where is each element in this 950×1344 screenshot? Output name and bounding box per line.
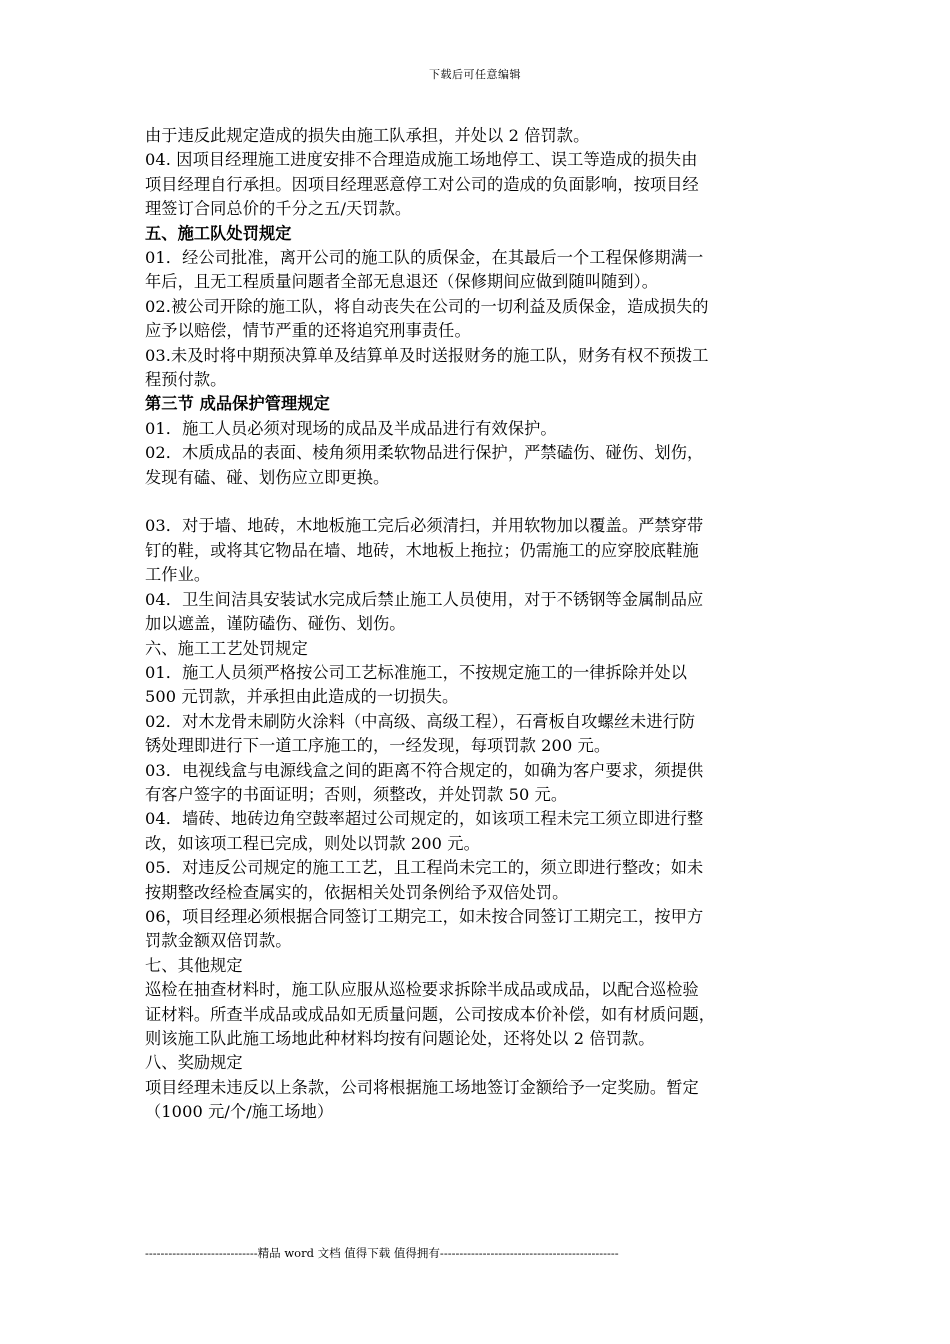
paragraph-line: 理签订合同总价的千分之五/天罚款。 xyxy=(145,199,412,219)
paragraph-line: 有客户签字的书面证明；否则，须整改，并处罚款 50 元。 xyxy=(145,784,568,804)
page-header: 下载后可任意编辑 xyxy=(429,68,521,81)
paragraph-line: 加以遮盖，谨防磕伤、碰伤、划伤。 xyxy=(145,614,406,634)
section-heading: 七、其他规定 xyxy=(145,955,243,975)
paragraph-line: 发现有磕、碰、划伤应立即更换。 xyxy=(145,467,390,487)
paragraph-line: 罚款金额双倍罚款。 xyxy=(145,931,292,951)
paragraph-line: 02．对木龙骨未刷防火涂料（中高级、高级工程），石膏板自攻螺丝未进行防 xyxy=(145,711,696,731)
paragraph-line: 05．对违反公司规定的施工工艺，且工程尚未完工的，须立即进行整改；如未 xyxy=(145,858,704,878)
section-heading: 第三节 成品保护管理规定 xyxy=(145,394,330,414)
paragraph-line: 02．木质成品的表面、棱角须用柔软物品进行保护，严禁磕伤、碰伤、划伤， xyxy=(145,443,704,463)
section-heading: 六、施工工艺处罚规定 xyxy=(145,638,308,658)
paragraph-line: 应予以赔偿，情节严重的还将追究刑事责任。 xyxy=(145,321,471,341)
paragraph-line: 04．墙砖、地砖边角空鼓率超过公司规定的，如该项工程未完工须立即进行整 xyxy=(145,809,704,829)
blank-line xyxy=(145,490,817,514)
paragraph-line: 巡检在抽查材料时，施工队应服从巡检要求拆除半成品或成品，以配合巡检验 xyxy=(145,980,699,1000)
paragraph-line: 证材料。所查半成品或成品如无质量问题，公司按成本价补偿，如有材质问题， xyxy=(145,1004,716,1024)
paragraph-line: 03．电视线盒与电源线盒之间的距离不符合规定的，如确为客户要求，须提供 xyxy=(145,760,704,780)
paragraph-line: 01．经公司批准，离开公司的施工队的质保金，在其最后一个工程保修期满一 xyxy=(145,248,704,268)
paragraph-line: 程预付款。 xyxy=(145,370,227,390)
paragraph-line: 01．施工人员必须对现场的成品及半成品进行有效保护。 xyxy=(145,418,557,438)
paragraph-line: 年后，且无工程质量问题者全部无息退还（保修期间应做到随叫随到）。 xyxy=(145,272,659,292)
document-body xyxy=(145,124,817,1125)
page-footer: -----------------------------精品 word 文档 值得下载 值得拥有---------------------------------------------- xyxy=(145,1246,619,1260)
section-heading: 五、施工队处罚规定 xyxy=(145,223,292,243)
paragraph-line: 工作业。 xyxy=(145,565,211,585)
paragraph-line: 钉的鞋，或将其它物品在墙、地砖，木地板上拖拉；仍需施工的应穿胶底鞋施 xyxy=(145,540,699,560)
paragraph-line: 03．对于墙、地砖，木地板施工完后必须清扫，并用软物加以覆盖。严禁穿带 xyxy=(145,516,704,536)
paragraph-line: 01．施工人员须严格按公司工艺标准施工，不按规定施工的一律拆除并处以 xyxy=(145,662,687,682)
paragraph-line: 500 元罚款，并承担由此造成的一切损失。 xyxy=(145,687,459,707)
paragraph-line: 04．卫生间洁具安装试水完成后禁止施工人员使用，对于不锈钢等金属制品应 xyxy=(145,589,704,609)
paragraph-line: （1000 元/个/施工场地） xyxy=(145,1102,334,1122)
paragraph-line: 03.未及时将中期预决算单及结算单及时送报财务的施工队，财务有权不预拨工 xyxy=(145,345,709,365)
paragraph-line: 02.被公司开除的施工队，将自动丧失在公司的一切利益及质保金，造成损失的 xyxy=(145,296,709,316)
paragraph-line: 按期整改经检查属实的，依据相关处罚条例给予双倍处罚。 xyxy=(145,882,569,902)
section-heading: 八、奖励规定 xyxy=(145,1053,243,1073)
paragraph-line: 项目经理未违反以上条款，公司将根据施工场地签订金额给予一定奖励。暂定 xyxy=(145,1077,699,1097)
paragraph-line: 改，如该项工程已完成，则处以罚款 200 元。 xyxy=(145,833,480,853)
paragraph-line: 项目经理自行承担。因项目经理恶意停工对公司的造成的负面影响，按项目经 xyxy=(145,174,699,194)
paragraph-line: 04. 因项目经理施工进度安排不合理造成施工场地停工、误工等造成的损失由 xyxy=(145,150,698,170)
paragraph-line: 锈处理即进行下一道工序施工的，一经发现，每项罚款 200 元。 xyxy=(145,736,611,756)
paragraph-line: 06，项目经理必须根据合同签订工期完工，如未按合同签订工期完工，按甲方 xyxy=(145,906,704,926)
paragraph-line: 则该施工队此施工场地此种材料均按有问题论处，还将处以 2 倍罚款。 xyxy=(145,1029,655,1049)
paragraph-line: 由于违反此规定造成的损失由施工队承担，并处以 2 倍罚款。 xyxy=(145,126,590,145)
